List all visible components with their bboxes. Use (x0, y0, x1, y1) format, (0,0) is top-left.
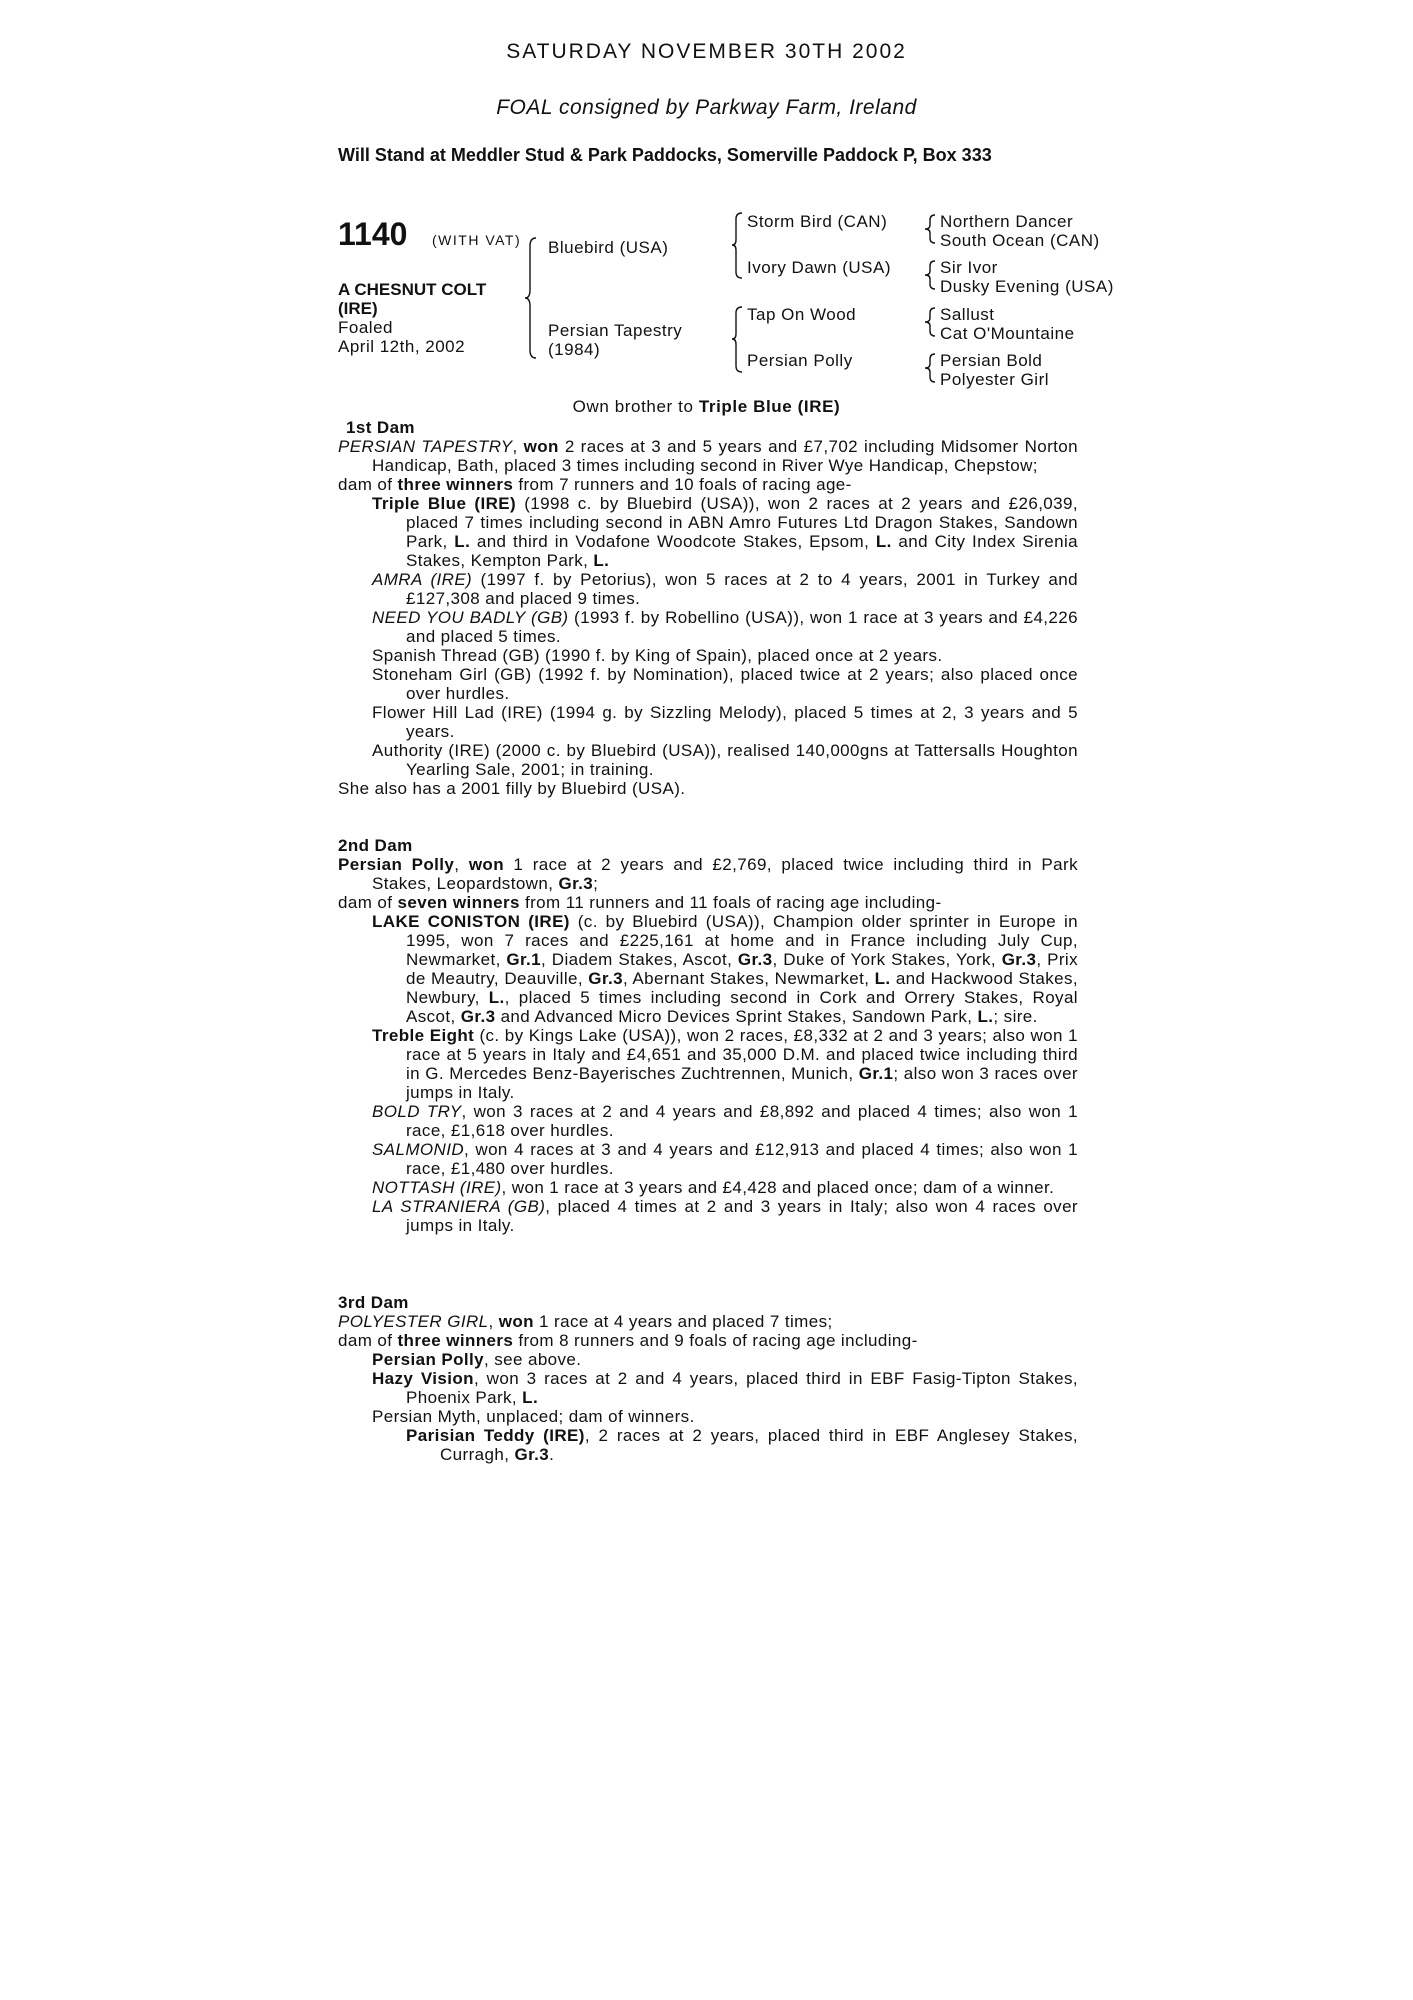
lot-description (338, 280, 518, 318)
sex-line: A CHESNUT COLT (338, 280, 487, 299)
pedigree-brace-ss (924, 213, 936, 245)
pedigree-brace-dam (731, 305, 743, 374)
second-dam-heading: 2nd Dam (338, 836, 413, 855)
brother-name: Triple Blue (IRE) (698, 397, 841, 416)
pedigree-dam-sire: Tap On Wood (747, 305, 857, 324)
pedigree-dsd: Cat O'Mountaine (940, 324, 1075, 343)
vat-label: (WITH VAT) (432, 232, 522, 248)
produce-la-straniera: LA STRANIERA (GB), placed 4 times at 2 and 3 years in Italy; also won 4 races over jumps in Italy. (372, 1197, 1078, 1235)
third-dam-heading: 3rd Dam (338, 1293, 409, 1312)
pedigree-sdd: Dusky Evening (USA) (940, 277, 1114, 296)
produce-amra: AMRA (IRE) (1997 f. by Petorius), won 5 races at 2 to 4 years, 2001 in Turkey and £127,308 and placed 9 times. (372, 570, 1078, 608)
pedigree-sds: Sir Ivor (940, 258, 998, 277)
produce-treble-eight: Treble Eight (c. by Kings Lake (USA)), won 2 races, £8,332 at 2 and 3 years; also won 1 race at 5 years in Italy and £4,651 and 35,000 D.M. and placed twice including third in G. Mercedes Benz-Bayerisches Zuchtrennen, Munich, Gr.1; also won 3 races over jumps in Italy. (372, 1026, 1078, 1102)
foaled-info (338, 318, 465, 356)
produce-nottash: NOTTASH (IRE), won 1 race at 3 years and £4,428 and placed once; dam of a winner. (372, 1178, 1055, 1197)
produce-spanish-thread: Spanish Thread (GB) (1990 f. by King of Spain), placed once at 2 years. (372, 646, 943, 665)
pedigree-brace-sire (731, 211, 743, 280)
first-dam-produce-summary: dam of three winners from 7 runners and 10 foals of racing age- (338, 475, 852, 494)
pedigree-sire-dam: Ivory Dawn (USA) (747, 258, 892, 277)
country-line: (IRE) (338, 299, 378, 318)
pedigree-brace-main (524, 236, 538, 360)
produce-flower-hill-lad: Flower Hill Lad (IRE) (1994 g. by Sizzling Melody), placed 5 times at 2, 3 years and 5 years. (372, 703, 1078, 741)
pedigree-dds: Persian Bold (940, 351, 1043, 370)
foaled-date: April 12th, 2002 (338, 337, 466, 356)
produce-salmonid: SALMONID, won 4 races at 3 and 4 years and £12,913 and placed 4 times; also won 1 race, £1,480 over hurdles. (372, 1140, 1078, 1178)
pedigree-brace-ds (924, 306, 936, 338)
pedigree-dam-dam: Persian Polly (747, 351, 853, 370)
produce-need-you-badly: NEED YOU BADLY (GB) (1993 f. by Robellino (USA)), won 1 race at 3 years and £4,226 and placed 5 times. (372, 608, 1078, 646)
pedigree-sire-sire: Storm Bird (CAN) (747, 212, 888, 231)
foaled-label: Foaled (338, 318, 393, 337)
pedigree-dss: Sallust (940, 305, 995, 324)
third-dam-section (338, 1293, 1078, 1464)
stand-location: Will Stand at Meddler Stud & Park Paddocks, Somerville Paddock P, Box 333 (338, 145, 992, 165)
pedigree-ddd: Polyester Girl (940, 370, 1050, 389)
produce-persian-polly: Persian Polly, see above. (372, 1350, 582, 1369)
pedigree-sss: Northern Dancer (940, 212, 1074, 231)
sale-date: SATURDAY NOVEMBER 30TH 2002 (506, 40, 907, 63)
lot-number: 1140 (338, 216, 408, 252)
second-dam-record: Persian Polly, won 1 race at 2 years and £2,769, placed twice including third in Park Stakes, Leopardstown, Gr.3; (338, 855, 1078, 893)
first-dam-section (338, 418, 1078, 798)
third-dam-record: POLYESTER GIRL, won 1 race at 4 years and placed 7 times; (338, 1312, 833, 1331)
first-dam-heading: 1st Dam (346, 418, 415, 437)
consignor-line: FOAL consigned by Parkway Farm, Ireland (496, 96, 917, 119)
first-dam-record: PERSIAN TAPESTRY, won 2 races at 3 and 5 years and £7,702 including Midsomer Norton Handicap, Bath, placed 3 times including second in River Wye Handicap, Chepstow; (338, 437, 1078, 475)
pedigree-brace-sd (924, 259, 936, 291)
third-dam-produce-summary: dam of three winners from 8 runners and 9 foals of racing age including- (338, 1331, 918, 1350)
produce-hazy-vision: Hazy Vision, won 3 races at 2 and 4 years, placed third in EBF Fasig-Tipton Stakes, Phoenix Park, L. (372, 1369, 1078, 1407)
second-dam-produce-summary: dam of seven winners from 11 runners and 11 foals of racing age including- (338, 893, 942, 912)
produce-lake-coniston: LAKE CONISTON (IRE) (c. by Bluebird (USA)), Champion older sprinter in Europe in 1995, won 7 races and £225,161 at home and in France including July Cup, Newmarket, Gr.1, Diadem Stakes, Ascot, Gr.3, Duke of York Stakes, York, Gr.3, Prix de Meautry, Deauville, Gr.3, Abernant Stakes, Newmarket, L. and Hackwood Stakes, Newbury, L., placed 5 times including second in Cork and Orrery Stakes, Royal Ascot, Gr.3 and Advanced Micro Devices Sprint Stakes, Sandown Park, L.; sire. (372, 912, 1079, 1026)
second-dam-section (338, 836, 1078, 1235)
pedigree-sire: Bluebird (USA) (548, 238, 669, 257)
pedigree-dam: Persian Tapestry (548, 321, 683, 340)
produce-triple-blue: Triple Blue (IRE) (1998 c. by Bluebird (USA)), won 2 races at 2 years and £26,039, placed 7 times including second in ABN Amro Futures Ltd Dragon Stakes, Sandown Park, L. and third in Vodafone Woodcote Stakes, Epsom, L. and City Index Sirenia Stakes, Kempton Park, L. (372, 494, 1078, 570)
first-dam-also: She also has a 2001 filly by Bluebird (USA). (338, 779, 686, 798)
produce-parisian-teddy: Parisian Teddy (IRE), 2 races at 2 years, placed third in EBF Anglesey Stakes, Curragh, Gr.3. (406, 1426, 1078, 1464)
pedigree-brace-dd (924, 352, 936, 384)
produce-authority: Authority (IRE) (2000 c. by Bluebird (USA)), realised 140,000gns at Tattersalls Houghton Yearling Sale, 2001; in training. (372, 741, 1078, 779)
produce-persian-myth: Persian Myth, unplaced; dam of winners. (372, 1407, 695, 1426)
pedigree-dam-year: (1984) (548, 340, 601, 359)
produce-stoneham-girl: Stoneham Girl (GB) (1992 f. by Nomination), placed twice at 2 years; also placed once over hurdles. (372, 665, 1078, 703)
pedigree-ssd: South Ocean (CAN) (940, 231, 1100, 250)
produce-bold-try: BOLD TRY, won 3 races at 2 and 4 years and £8,892 and placed 4 times; also won 1 race, £1,618 over hurdles. (372, 1102, 1078, 1140)
brother-line: Own brother to Triple Blue (IRE) (572, 397, 841, 416)
